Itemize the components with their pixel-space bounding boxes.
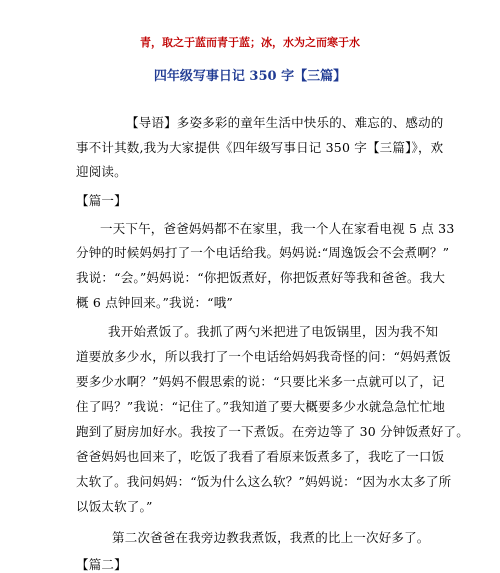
header-motto: 青，取之于蓝而青于蓝；冰，水为之而寒于水 xyxy=(140,36,360,49)
document-title: 四年级写事日记 350 字【三篇】 xyxy=(153,69,347,84)
paragraph-line: 住了吗？”我说：“记住了。”我知道了要大概要多少水就急急忙忙地 xyxy=(76,399,446,414)
paragraph-line: 概 6 点钟回来。”我说：“哦” xyxy=(76,295,234,310)
section-heading-1: 【篇一】 xyxy=(76,193,127,208)
paragraph-line: 分钟的时候妈妈打了一个电话给我。妈妈说:“周逸饭会不会煮啊？” xyxy=(76,245,450,260)
intro-line-3: 迎阅读。 xyxy=(76,164,127,179)
paragraph-line: 太软了。我问妈妈：“饭为什么这么软？”妈妈说：“因为水太多了所 xyxy=(76,474,452,489)
intro-line-2: 事不计其数,我为大家提供《四年级写事日记 350 字【三篇】》，欢 xyxy=(76,140,444,155)
paragraph-line: 一天下午，爸爸妈妈都不在家里，我一个人在家看电视 5 点 33 xyxy=(100,221,455,236)
paragraph-line: 我开始煮饭了。我抓了两勺米把进了电饭锅里，因为我不知 xyxy=(108,324,439,339)
paragraph-line: 跑到了厨房加好水。我按了一下煮饭。在旁边等了 30 分钟饭煮好了。 xyxy=(76,424,469,439)
paragraph-line: 我说：“会。”妈妈说：“你把饭煮好，你把饭煮好等我和爸爸。我大 xyxy=(76,270,446,285)
paragraph-line: 爸爸妈妈也回来了，吃饭了我看了看原来饭煮多了，我吃了一口饭 xyxy=(76,449,445,464)
paragraph-line: 第二次爸爸在我旁边教我煮饭，我煮的比上一次好多了。 xyxy=(112,530,430,545)
paragraph-line: 道要放多少水，所以我打了一个电话给妈妈我奇怪的问：“妈妈煮饭 xyxy=(76,349,451,364)
section-heading-2: 【篇二】 xyxy=(76,557,127,572)
intro-line-1: 【导语】多姿多彩的童年生活中快乐的、难忘的、感动的 xyxy=(126,115,444,130)
paragraph-line: 以饭太软了。” xyxy=(76,499,153,514)
paragraph-line: 要多少水啊？”妈妈不假思索的说：“只要比米多一点就可以了，记 xyxy=(76,374,445,389)
